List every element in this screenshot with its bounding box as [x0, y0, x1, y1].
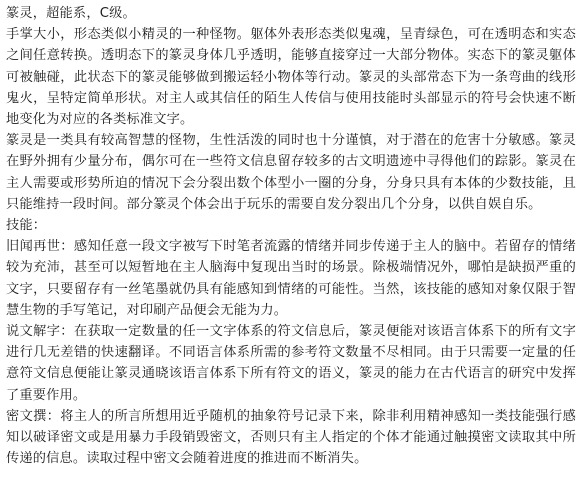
skill-old-news-revived: 旧闻再世：感知任意一段文字被写下时笔者流露的情绪并同步传递于主人的脑中。若留存的情绪较为充沛，甚至可以短暂地在主人脑海中复现出当时的场景。除极端情况外，哪怕是缺损严重的文字，只要留存有一丝笔墨就仍具有能感知到情绪的可能性。当然，该技能的感知对象仅限于智慧生物的手写笔记，对印刷产品便会无能为力。: [6, 239, 576, 318]
paragraph-appearance: 手掌大小，形态类似小精灵的一种怪物。躯体外表形态类似鬼魂，呈青绿色，可在透明态和实态之间任意转换。透明态下的篆灵身体几乎透明，能够直接穿过一大部分物体。实态下的篆灵躯体可被触碰，此状态下的篆灵能够做到搬运轻小物体等行动。篆灵的头部常态下为一条弯曲的线形鬼火，呈特定简单形状。对主人或其信任的陌生人传信与使用技能时头部显示的符号会快速不断地变化为对应的各类标准文字。: [6, 27, 576, 128]
skill-secret-script: 密文撰：将主人的所言所想用近乎随机的抽象符号记录下来，除非利用精神感知一类技能强行感知以破译密文或是用暴力手段销毁密文，否则只有主人指定的个体才能通过触摸密文读取其中所传递的信息。读取过程中密文会随着进度的推进而不断消失。: [6, 408, 576, 467]
skills-heading: 技能：: [6, 218, 47, 234]
paragraph-behavior: 篆灵是一类具有较高智慧的怪物，生性活泼的同时也十分谨慎，对于潜在的危害十分敏感。篆灵在野外拥有少量分布，偶尔可在一些符文信息留存较多的古文明遗迹中寻得他们的踪影。篆灵在主人需要或形势所迫的情况下会分裂出数个体型小一圈的分身，分身只具有本体的少数技能，且只能维持一段时间。部分篆灵个体会出于玩乐的需要自发分裂出几个分身，以供自娱自乐。: [6, 133, 576, 212]
heading-classification: 篆灵，超能系，C级。: [6, 6, 136, 21]
skill-explain-characters: 说文解字：在获取一定数量的任一文字体系的符文信息后，篆灵便能对该语言体系下的所有文字进行几无差错的快速翻译。不同语言体系所需的参考符文数量不尽相同。由于只需要一定量的任意符文信息便能让篆灵通晓该语言体系下所有符文的语义，篆灵的能力在古代语言的研究中发挥了重要作用。: [6, 324, 576, 403]
